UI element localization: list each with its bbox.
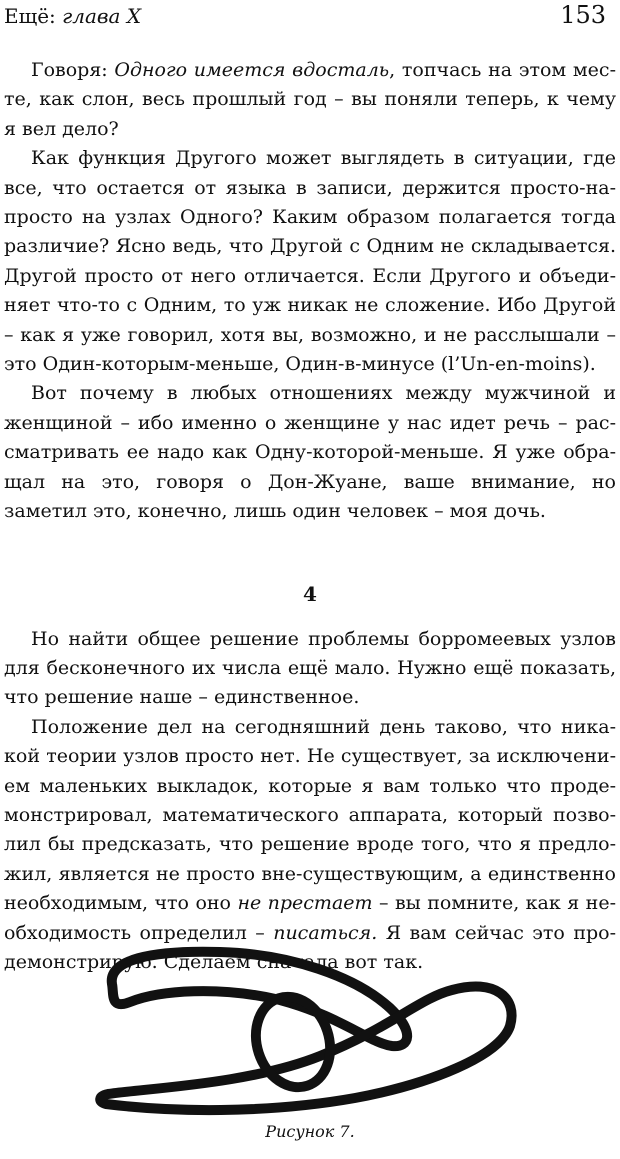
text-run: Говоря: — [31, 59, 115, 81]
italic-phrase: Одного имеется вдосталь — [114, 59, 390, 81]
figure-caption: Рисунок 7. — [265, 1122, 355, 1141]
text-run: Но найти общее решение проблемы борромеевых узлов для бесконечного их числа ещё мало. Нужно ещё показать, что решение наше – единственное. — [4, 627, 616, 709]
paragraphs-before-section — [4, 56, 616, 527]
body-text — [4, 56, 616, 977]
running-head-prefix: Ещё: — [4, 4, 63, 28]
text-run: – вы помните, как я необходимость определил – — [4, 892, 616, 944]
text-run: Положение дел на сегодняшний день таково, что никакой теории узлов просто нет. Не существует, за исключением маленьких выкладок, которые я вам только что продемонстрировал, математического аппарата, который позволил бы предсказать, что решение вроде того, что я предложил, является не просто вне-существующим, а единственно необходимым, что оно — [4, 715, 616, 915]
section-number: 4 — [303, 581, 317, 606]
paragraphs-after-section — [4, 625, 616, 978]
italic-phrase: не престает — [237, 892, 373, 915]
paragraph — [4, 379, 616, 526]
running-head — [4, 4, 141, 28]
paragraph — [4, 144, 616, 379]
text-run: Как функция Другого может выглядеть в ситуации, где все, что остается от языка в записи, держится просто-напросто на узлах Одного? Каким образом полагается тогда различие? Ясно ведь, что Другой с Одним не складывается. Другой просто от него отличается. Если Другого и объединяет что-то с Одним, то уж никак не сложение. Ибо Другой – как я уже говорил, хотя вы, возможно, и не расслышали – это Один-которым-меньше, Один-в-минусе (l’Un-en-moins). — [4, 147, 616, 376]
page-number: 153 — [560, 1, 606, 29]
text-run: Я вам сейчас это продемонстрирую. Сделаем сначала вот так. — [4, 921, 617, 973]
paragraph — [4, 56, 616, 144]
running-head-chapter: глава X — [62, 4, 142, 28]
paragraph — [4, 625, 616, 713]
italic-phrase: писаться. — [273, 921, 378, 944]
knot-figure — [90, 938, 530, 1118]
text-run: Вот почему в любых отношениях между мужчиной и женщиной – ибо именно о женщине у нас идет речь – рассматривать ее надо как Одну-которой-меньше. Я уже обращал на это, говоря о Дон-Жуане, ваше внимание, но заметил это, конечно, лишь один человек – моя дочь. — [4, 382, 616, 523]
text-run: , топчась на этом месте, как слон, весь прошлый год – вы поняли теперь, к чему я вел дело? — [4, 59, 616, 140]
